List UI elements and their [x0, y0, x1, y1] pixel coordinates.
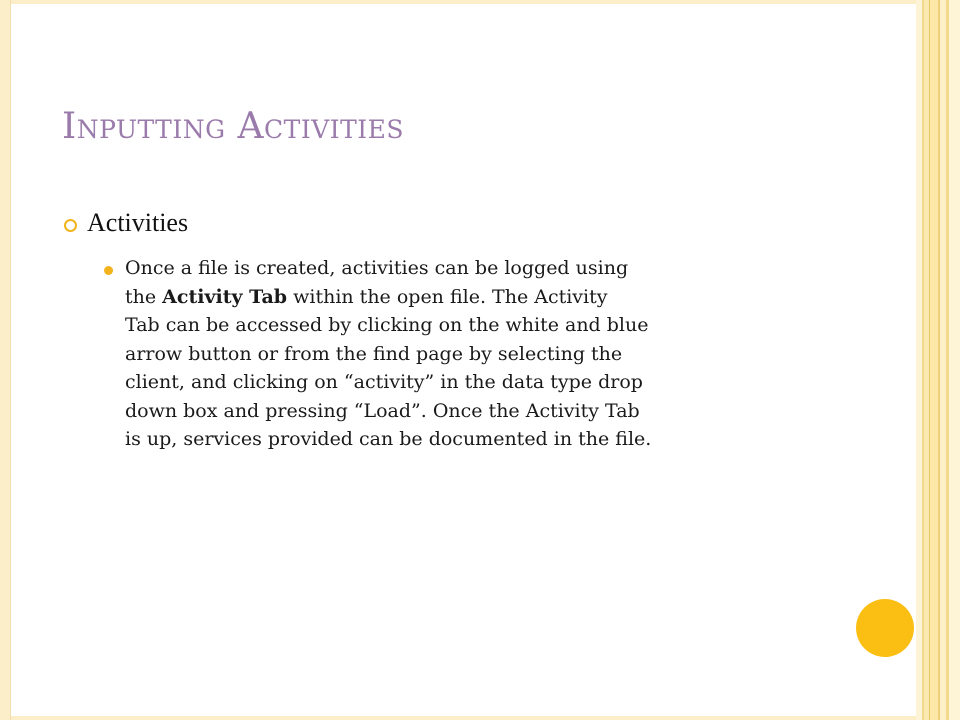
frame-bottom [0, 716, 960, 720]
paragraph-line: Tab can be accessed by clicking on the white and blue [125, 314, 649, 336]
paragraph-line: arrow button or from the find page by selecting the [125, 342, 623, 365]
slide-title: Inputting Activities [62, 106, 405, 147]
paragraph-text: within the open file. The Activity [287, 285, 608, 308]
paragraph-line [125, 283, 830, 312]
bullet-level1 [64, 208, 188, 238]
accent-circle-decoration [856, 599, 914, 657]
activity-tab-bold-text: Activity Tab [162, 285, 288, 308]
bullet-level2 [104, 254, 824, 454]
bullet-level1-text: Activities [87, 208, 189, 237]
right-stripes-decoration [916, 0, 960, 720]
bullet-level2-paragraph [125, 254, 830, 454]
paragraph-line: Once a file is created, activities can be logged using [125, 257, 629, 279]
paragraph-text: the [125, 285, 163, 308]
frame-left [0, 0, 11, 720]
paragraph-line: is up, services provided can be documented in the file. [125, 428, 652, 450]
paragraph-line: client, and clicking on “activity” in the data type drop [125, 371, 643, 393]
paragraph-line: down box and pressing “Load”. Once the Activity Tab [125, 399, 640, 422]
dot-bullet-icon [104, 266, 113, 275]
ring-bullet-icon [64, 219, 77, 232]
